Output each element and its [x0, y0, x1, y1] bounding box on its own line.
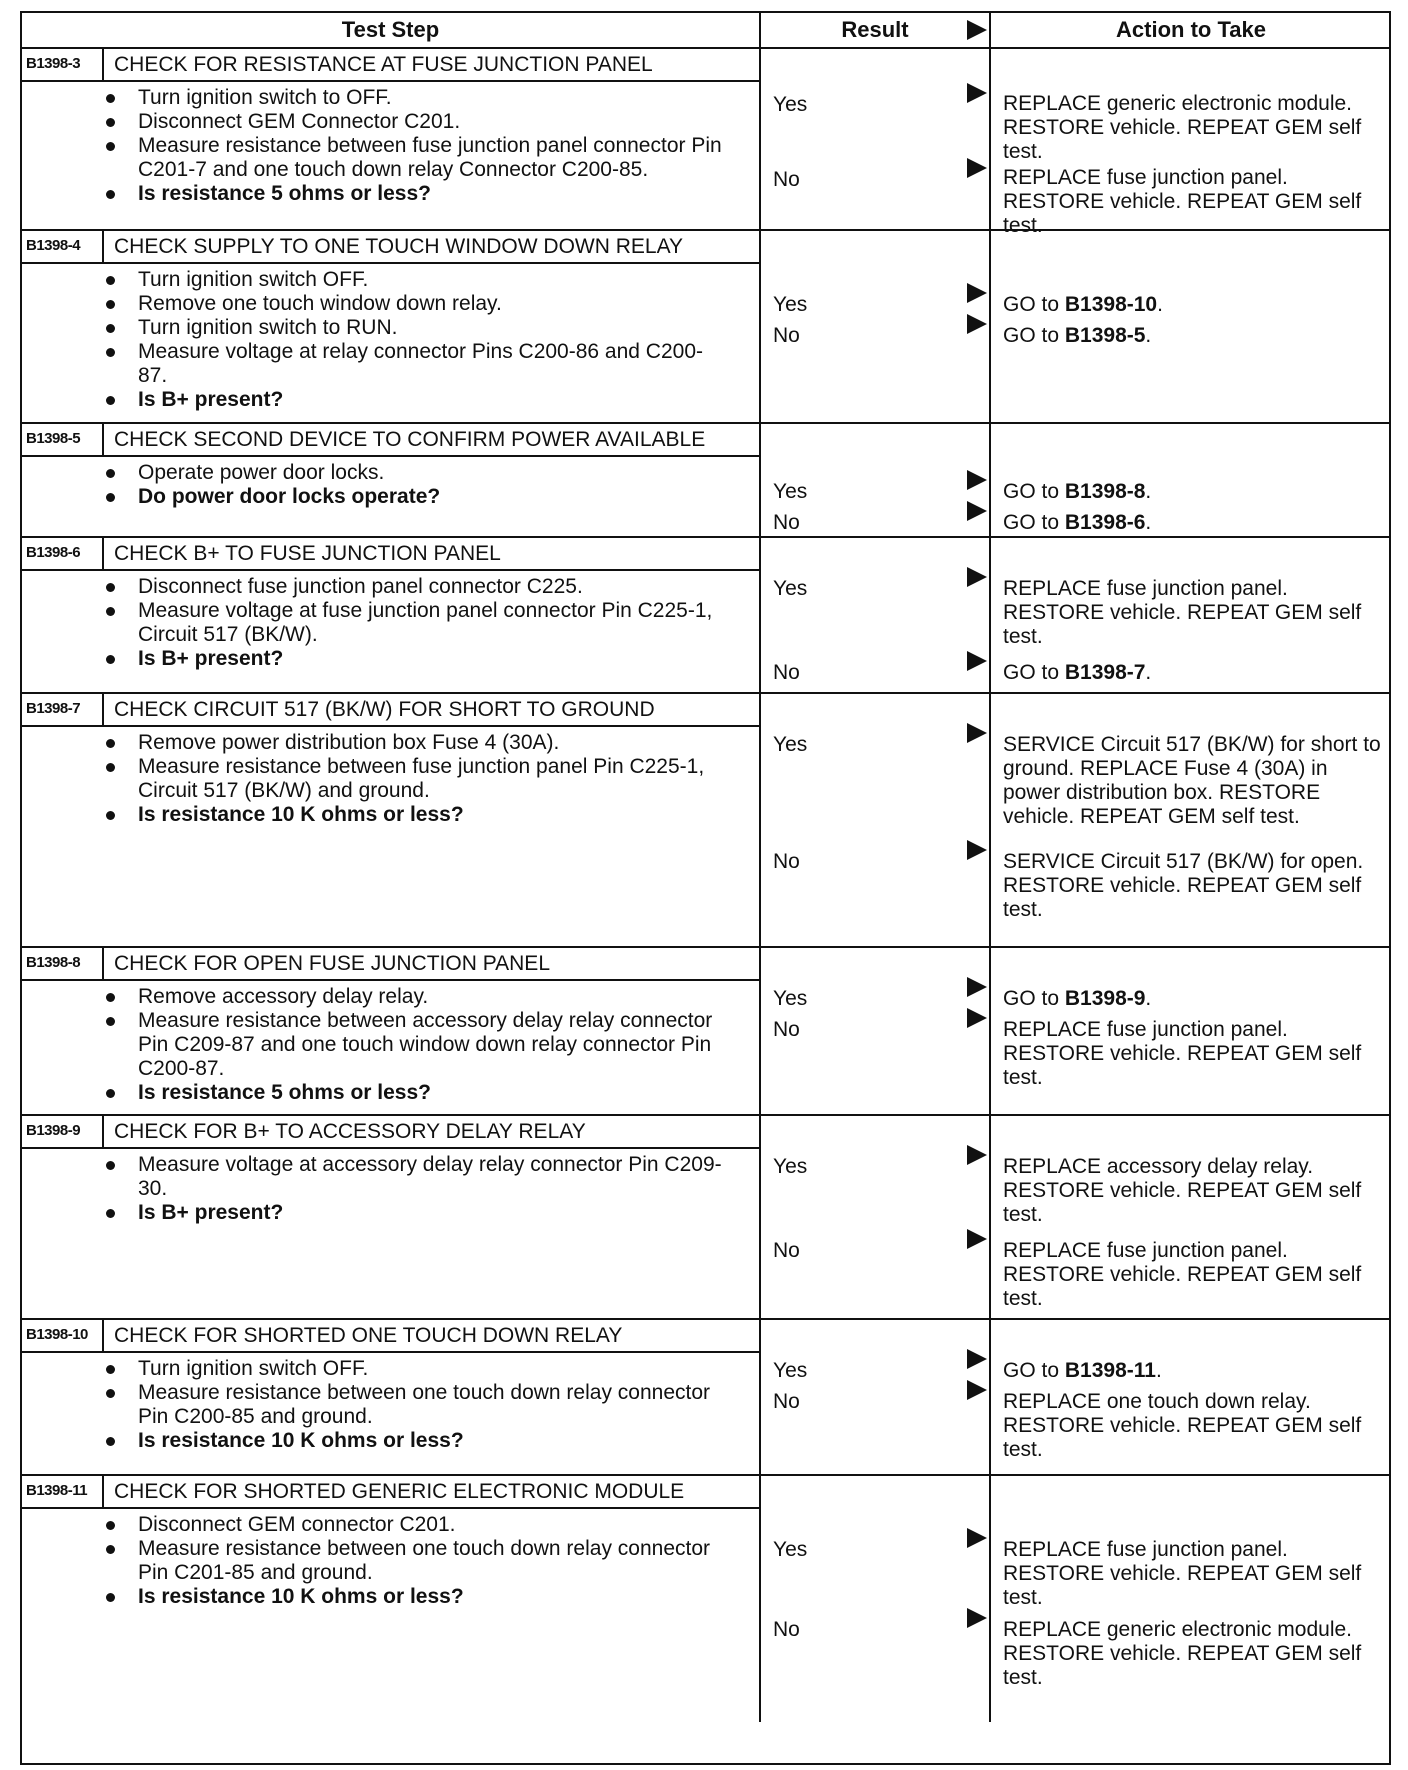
- step-reference: B1398-10: [1064, 293, 1158, 316]
- table-row: [22, 694, 1389, 948]
- action-yes: REPLACE fuse junction panel. RESTORE vehicle. REPEAT GEM self test.: [1003, 1538, 1362, 1609]
- result-no: No: [773, 324, 800, 347]
- step-title-bar: [22, 1476, 759, 1509]
- step-bullets: [22, 1509, 759, 1613]
- bullet-item: Measure voltage at relay connector Pins C200-86 and C200-87.: [138, 340, 759, 388]
- diagnostic-table: [20, 11, 1391, 1765]
- result-no: No: [773, 661, 800, 684]
- bullet-item: Disconnect GEM Connector C201.: [138, 110, 759, 134]
- action-prefix: GO to: [1003, 661, 1065, 684]
- action-yes: GO to B1398-9.: [1003, 987, 1152, 1010]
- step-id: B1398-4: [22, 231, 104, 262]
- result-no: No: [773, 1390, 800, 1413]
- test-step-cell: [22, 1320, 761, 1474]
- arrow-right-icon: [967, 1380, 987, 1400]
- arrow-right-icon: [967, 1008, 987, 1028]
- result-no: No: [773, 1018, 800, 1041]
- step-bullets: [22, 1353, 759, 1457]
- result-cell: [761, 231, 991, 422]
- action-no: REPLACE fuse junction panel. RESTORE vehicle. REPEAT GEM self test.: [1003, 166, 1362, 237]
- bullet-item: Measure resistance between one touch down relay connector Pin C201-85 and ground.: [138, 1537, 759, 1585]
- table-header: [22, 13, 1389, 49]
- step-id: B1398-8: [22, 948, 104, 979]
- result-cell: [761, 1476, 991, 1722]
- step-id: B1398-7: [22, 694, 104, 725]
- action-no: GO to B1398-5.: [1003, 324, 1152, 347]
- action-cell: [991, 231, 1391, 422]
- table-row: [22, 49, 1389, 237]
- test-step-cell: [22, 231, 761, 422]
- arrow-right-icon: [967, 1608, 987, 1628]
- result-yes: Yes: [773, 480, 808, 503]
- action-cell: [991, 948, 1391, 1114]
- bullet-item: Measure resistance between fuse junction panel connector Pin C201-7 and one touch down relay Connector C200-85.: [138, 134, 759, 182]
- action-cell: [991, 538, 1391, 692]
- step-title: CHECK SECOND DEVICE TO CONFIRM POWER AVAILABLE: [114, 428, 706, 451]
- step-title-bar: [22, 948, 759, 981]
- action-prefix: GO to: [1003, 293, 1065, 316]
- action-no: REPLACE generic electronic module. RESTORE vehicle. REPEAT GEM self test.: [1003, 1618, 1362, 1689]
- action-cell: [991, 1320, 1391, 1474]
- bullet-question: Is B+ present?: [138, 647, 759, 671]
- result-yes: Yes: [773, 733, 808, 756]
- action-yes: SERVICE Circuit 517 (BK/W) for short to ground. REPLACE Fuse 4 (30A) in power distribution box. RESTORE vehicle. REPEAT GEM self test.: [1003, 733, 1381, 828]
- arrow-right-icon: [967, 314, 987, 334]
- bullet-question: Do power door locks operate?: [138, 485, 759, 509]
- step-bullets: [22, 981, 759, 1109]
- step-id: B1398-3: [22, 49, 104, 80]
- arrow-right-icon: [967, 83, 987, 103]
- step-title-bar: [22, 49, 759, 82]
- test-step-cell: [22, 948, 761, 1114]
- bullet-question: Is B+ present?: [138, 1201, 759, 1225]
- arrow-right-icon: [967, 470, 987, 490]
- action-prefix: GO to: [1003, 987, 1065, 1010]
- step-reference: B1398-6: [1064, 511, 1146, 534]
- bullet-item: Turn ignition switch to RUN.: [138, 316, 759, 340]
- result-cell: [761, 1116, 991, 1318]
- bullet-question: Is resistance 10 K ohms or less?: [138, 1429, 759, 1453]
- action-cell: [991, 49, 1391, 237]
- arrow-right-icon: [967, 158, 987, 178]
- step-reference: B1398-9: [1064, 987, 1146, 1010]
- arrow-right-icon: [967, 283, 987, 303]
- result-no: No: [773, 511, 800, 534]
- action-prefix: GO to: [1003, 324, 1065, 347]
- step-bullets: [22, 1149, 759, 1229]
- action-cell: [991, 424, 1391, 536]
- step-bullets: [22, 571, 759, 675]
- step-title: CHECK FOR RESISTANCE AT FUSE JUNCTION PANEL: [114, 53, 653, 76]
- result-yes: Yes: [773, 1155, 808, 1178]
- action-cell: [991, 1116, 1391, 1318]
- table-row: [22, 1320, 1389, 1476]
- step-title-bar: [22, 1320, 759, 1353]
- arrow-right-icon: [967, 1145, 987, 1165]
- arrow-right-icon: [967, 501, 987, 521]
- bullet-question: Is resistance 10 K ohms or less?: [138, 803, 759, 827]
- result-cell: [761, 424, 991, 536]
- arrow-right-icon: [967, 1229, 987, 1249]
- arrow-right-icon: [967, 840, 987, 860]
- result-yes: Yes: [773, 577, 808, 600]
- action-prefix: GO to: [1003, 511, 1065, 534]
- step-title: CHECK FOR SHORTED ONE TOUCH DOWN RELAY: [114, 1324, 623, 1347]
- test-step-cell: [22, 1116, 761, 1318]
- result-cell: [761, 948, 991, 1114]
- header-arrow-icon: [967, 20, 987, 40]
- action-yes: REPLACE accessory delay relay. RESTORE vehicle. REPEAT GEM self test.: [1003, 1155, 1362, 1226]
- table-row: [22, 231, 1389, 424]
- action-yes: GO to B1398-11.: [1003, 1359, 1162, 1382]
- step-title: CHECK SUPPLY TO ONE TOUCH WINDOW DOWN RELAY: [114, 235, 684, 258]
- arrow-right-icon: [967, 1528, 987, 1548]
- bullet-question: Is resistance 5 ohms or less?: [138, 182, 759, 206]
- action-no: REPLACE fuse junction panel. RESTORE vehicle. REPEAT GEM self test.: [1003, 1018, 1362, 1089]
- step-title: CHECK FOR B+ TO ACCESSORY DELAY RELAY: [114, 1120, 586, 1143]
- result-cell: [761, 538, 991, 692]
- bullet-item: Measure resistance between fuse junction panel Pin C225-1, Circuit 517 (BK/W) and ground.: [138, 755, 759, 803]
- header-test-step: Test Step: [22, 13, 761, 47]
- step-bullets: [22, 727, 759, 831]
- result-yes: Yes: [773, 987, 808, 1010]
- arrow-right-icon: [967, 723, 987, 743]
- step-title: CHECK B+ TO FUSE JUNCTION PANEL: [114, 542, 501, 565]
- step-title: CHECK CIRCUIT 517 (BK/W) FOR SHORT TO GROUND: [114, 698, 655, 721]
- step-title-bar: [22, 694, 759, 727]
- action-no: GO to B1398-7.: [1003, 661, 1152, 684]
- table-row: [22, 538, 1389, 694]
- result-no: No: [773, 168, 800, 191]
- test-step-cell: [22, 49, 761, 229]
- step-id: B1398-9: [22, 1116, 104, 1147]
- action-cell: [991, 1476, 1391, 1722]
- step-title-bar: [22, 424, 759, 457]
- arrow-right-icon: [967, 651, 987, 671]
- arrow-right-icon: [967, 1349, 987, 1369]
- bullet-item: Measure resistance between accessory delay relay connector Pin C209-87 and one touch window down relay connector Pin C200-87.: [138, 1009, 759, 1081]
- result-no: No: [773, 1618, 800, 1641]
- arrow-right-icon: [967, 567, 987, 587]
- result-yes: Yes: [773, 293, 808, 316]
- result-cell: [761, 1320, 991, 1474]
- header-result: [761, 13, 991, 47]
- table-row: [22, 424, 1389, 538]
- step-bullets: [22, 457, 759, 513]
- result-no: No: [773, 1239, 800, 1262]
- step-title-bar: [22, 538, 759, 571]
- result-yes: Yes: [773, 1538, 808, 1561]
- action-yes: REPLACE fuse junction panel. RESTORE vehicle. REPEAT GEM self test.: [1003, 577, 1362, 648]
- bullet-item: Disconnect fuse junction panel connector C225.: [138, 575, 759, 599]
- header-result-label: Result: [841, 17, 909, 42]
- action-yes: GO to B1398-8.: [1003, 480, 1152, 503]
- step-id: B1398-11: [22, 1476, 104, 1507]
- action-no: GO to B1398-6.: [1003, 511, 1152, 534]
- action-prefix: GO to: [1003, 480, 1065, 503]
- step-reference: B1398-5: [1064, 324, 1146, 347]
- bullet-item: Turn ignition switch OFF.: [138, 1357, 759, 1381]
- result-cell: [761, 49, 991, 229]
- test-step-cell: [22, 424, 761, 536]
- result-yes: Yes: [773, 1359, 808, 1382]
- step-reference: B1398-11: [1064, 1359, 1156, 1382]
- table-row: [22, 948, 1389, 1116]
- bullet-question: Is resistance 5 ohms or less?: [138, 1081, 759, 1105]
- step-id: B1398-10: [22, 1320, 104, 1351]
- bullet-item: Remove accessory delay relay.: [138, 985, 759, 1009]
- action-no: SERVICE Circuit 517 (BK/W) for open. RESTORE vehicle. REPEAT GEM self test.: [1003, 850, 1364, 921]
- action-no: REPLACE one touch down relay. RESTORE vehicle. REPEAT GEM self test.: [1003, 1390, 1362, 1461]
- result-cell: [761, 694, 991, 946]
- table-row: [22, 1116, 1389, 1320]
- bullet-question: Is resistance 10 K ohms or less?: [138, 1585, 759, 1609]
- step-reference: B1398-8: [1064, 480, 1146, 503]
- step-title: CHECK FOR OPEN FUSE JUNCTION PANEL: [114, 952, 550, 975]
- step-id: B1398-6: [22, 538, 104, 569]
- result-yes: Yes: [773, 93, 808, 116]
- bullet-item: Measure voltage at accessory delay relay connector Pin C209-30.: [138, 1153, 759, 1201]
- step-title: CHECK FOR SHORTED GENERIC ELECTRONIC MODULE: [114, 1480, 685, 1503]
- step-reference: B1398-7: [1064, 661, 1146, 684]
- test-step-cell: [22, 538, 761, 692]
- bullet-item: Remove power distribution box Fuse 4 (30A).: [138, 731, 759, 755]
- test-step-cell: [22, 694, 761, 946]
- bullet-item: Measure resistance between one touch down relay connector Pin C200-85 and ground.: [138, 1381, 759, 1429]
- header-action: Action to Take: [1116, 17, 1266, 42]
- test-step-cell: [22, 1476, 761, 1722]
- step-bullets: [22, 82, 759, 210]
- action-no: REPLACE fuse junction panel. RESTORE vehicle. REPEAT GEM self test.: [1003, 1239, 1362, 1310]
- bullet-question: Is B+ present?: [138, 388, 759, 412]
- action-prefix: GO to: [1003, 1359, 1065, 1382]
- bullet-item: Operate power door locks.: [138, 461, 759, 485]
- bullet-item: Remove one touch window down relay.: [138, 292, 759, 316]
- bullet-item: Measure voltage at fuse junction panel connector Pin C225-1, Circuit 517 (BK/W).: [138, 599, 759, 647]
- step-id: B1398-5: [22, 424, 104, 455]
- action-yes: REPLACE generic electronic module. RESTORE vehicle. REPEAT GEM self test.: [1003, 92, 1362, 163]
- action-yes: GO to B1398-10.: [1003, 293, 1163, 316]
- step-bullets: [22, 264, 759, 416]
- result-no: No: [773, 850, 800, 873]
- table-row: [22, 1476, 1389, 1722]
- step-title-bar: [22, 231, 759, 264]
- step-title-bar: [22, 1116, 759, 1149]
- bullet-item: Turn ignition switch to OFF.: [138, 86, 759, 110]
- action-cell: [991, 694, 1391, 946]
- bullet-item: Disconnect GEM connector C201.: [138, 1513, 759, 1537]
- arrow-right-icon: [967, 977, 987, 997]
- bullet-item: Turn ignition switch OFF.: [138, 268, 759, 292]
